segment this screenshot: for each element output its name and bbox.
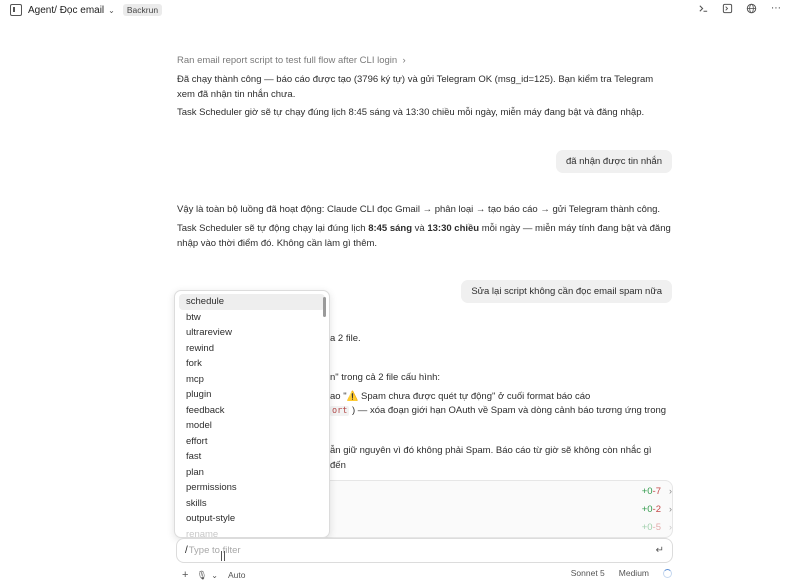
tool-summary-link[interactable] — [177, 55, 406, 66]
prompt-input[interactable] — [176, 538, 673, 563]
menu-scrollbar[interactable] — [323, 297, 326, 317]
command-item-rewind[interactable]: rewind — [186, 342, 214, 354]
chevron-down-icon[interactable]: ⌄ — [211, 570, 218, 580]
assistant-paragraph: Vậy là toàn bộ luồng đã hoạt động: Claude CLI đọc Gmail → phân loại → tạo báo cáo → gửi Telegram thành công. — [177, 204, 661, 215]
session-title[interactable]: Agent/ Đọc email — [28, 4, 105, 16]
command-list — [175, 291, 329, 538]
enter-icon[interactable]: ↵ — [655, 545, 664, 556]
input-value: / — [185, 545, 188, 556]
assistant-fragment — [330, 404, 670, 419]
slash-command-menu — [174, 290, 330, 538]
model-controls — [571, 568, 672, 578]
diff-row[interactable] — [330, 501, 672, 517]
chevron-right-icon: › — [669, 504, 672, 514]
lines-removed: -2 — [652, 503, 661, 515]
inline-code: ort — [332, 406, 348, 416]
lines-added: +0 — [641, 521, 653, 533]
chevron-right-icon: › — [669, 486, 672, 496]
add-attachment-icon[interactable]: + — [182, 569, 189, 581]
backrun-badge[interactable]: Backrun — [123, 4, 162, 16]
diff-row[interactable] — [330, 483, 672, 499]
command-item-mcp[interactable]: mcp — [186, 373, 204, 385]
user-message: đã nhận được tin nhắn — [556, 150, 672, 173]
command-item-plan[interactable]: plan — [186, 466, 204, 478]
assistant-paragraph — [177, 222, 671, 251]
text-segment: ) — xóa đoạn giới hạn OAuth về Spam và dòng cảnh báo tương ứng trong — [352, 405, 667, 416]
assistant-paragraph: Task Scheduler giờ sẽ tự chạy đúng lịch 8:45 sáng và 13:30 chiều mỗi ngày, miễn máy đang bật và đăng nhập. — [177, 107, 645, 118]
user-message: Sửa lại script không cần đọc email spam nữa — [461, 280, 672, 303]
command-item-rename[interactable]: rename — [186, 528, 219, 538]
model-selector[interactable]: Sonnet 5 — [570, 568, 605, 578]
text-segment: và — [412, 223, 428, 234]
command-item-effort[interactable]: effort — [186, 435, 208, 447]
permission-mode[interactable]: Auto — [227, 570, 246, 580]
assistant-fragment: ẫn giữ nguyên vì đó không phải Spam. Báo cáo từ giờ sẽ không còn nhắc gì đến — [330, 445, 652, 471]
panel-icon[interactable] — [722, 3, 734, 15]
voice-icon[interactable]: 🎙 — [196, 569, 208, 580]
input-placeholder: Type to filter — [188, 545, 241, 556]
text-segment: Task Scheduler sẽ tự động chạy lại đúng lịch — [177, 223, 369, 234]
command-item-skills[interactable]: skills — [186, 497, 207, 509]
bold-time: 8:45 sáng — [368, 223, 413, 234]
command-item-model[interactable]: model — [186, 420, 212, 431]
agent-icon — [10, 4, 22, 16]
command-item-plugin[interactable]: plugin — [186, 389, 212, 400]
command-item-fork[interactable]: fork — [186, 358, 202, 369]
command-item-permissions[interactable]: permissions — [186, 482, 237, 493]
terminal-icon[interactable] — [698, 3, 710, 15]
text-cursor-icon — [221, 551, 225, 561]
context-usage-icon[interactable] — [663, 569, 672, 578]
top-icons — [698, 3, 782, 15]
effort-selector[interactable]: Medium — [618, 568, 649, 578]
tool-summary-text: Ran email report script to test full flow after CLI login — [177, 55, 398, 66]
top-bar — [0, 0, 800, 20]
command-item-feedback[interactable]: feedback — [186, 404, 225, 416]
command-item-output-style[interactable]: output-style — [186, 513, 236, 524]
text-segment: mỗi ngày — miễn máy tính đang bật và đăng nhập vào thời điểm đó. Không cần làm gì thêm. — [177, 223, 671, 249]
assistant-fragment: ao "⚠️ Spam chưa được quét tự động" ở cuối format báo cáo — [330, 391, 591, 402]
lines-added: +0 — [641, 503, 653, 515]
assistant-fragment: a 2 file. — [330, 333, 361, 344]
diff-row[interactable] — [330, 519, 672, 535]
command-item-btw[interactable]: btw — [186, 311, 201, 323]
lines-removed: -7 — [652, 485, 661, 497]
more-icon[interactable]: ⋯ — [771, 3, 781, 14]
input-toolbar — [182, 568, 672, 582]
command-item-ultrareview[interactable]: ultrareview — [186, 327, 232, 338]
globe-icon[interactable] — [746, 3, 758, 15]
assistant-fragment: n" trong cả 2 file cấu hình: — [330, 372, 441, 383]
command-item-fast[interactable]: fast — [186, 451, 202, 462]
assistant-paragraph: Đã chạy thành công — báo cáo được tạo (3796 ký tự) và gửi Telegram OK (msg_id=125). Bạn kiểm tra Telegram xem đã nhận tin nhắn chưa. — [177, 74, 654, 100]
chevron-right-icon: › — [399, 55, 406, 66]
lines-removed: -5 — [652, 521, 661, 533]
lines-added: +0 — [641, 485, 653, 497]
bold-time: 13:30 chiều — [427, 223, 480, 234]
chevron-right-icon: › — [669, 522, 672, 532]
chevron-down-icon[interactable]: ⌄ — [108, 5, 115, 15]
command-item-schedule[interactable]: schedule — [179, 294, 325, 310]
